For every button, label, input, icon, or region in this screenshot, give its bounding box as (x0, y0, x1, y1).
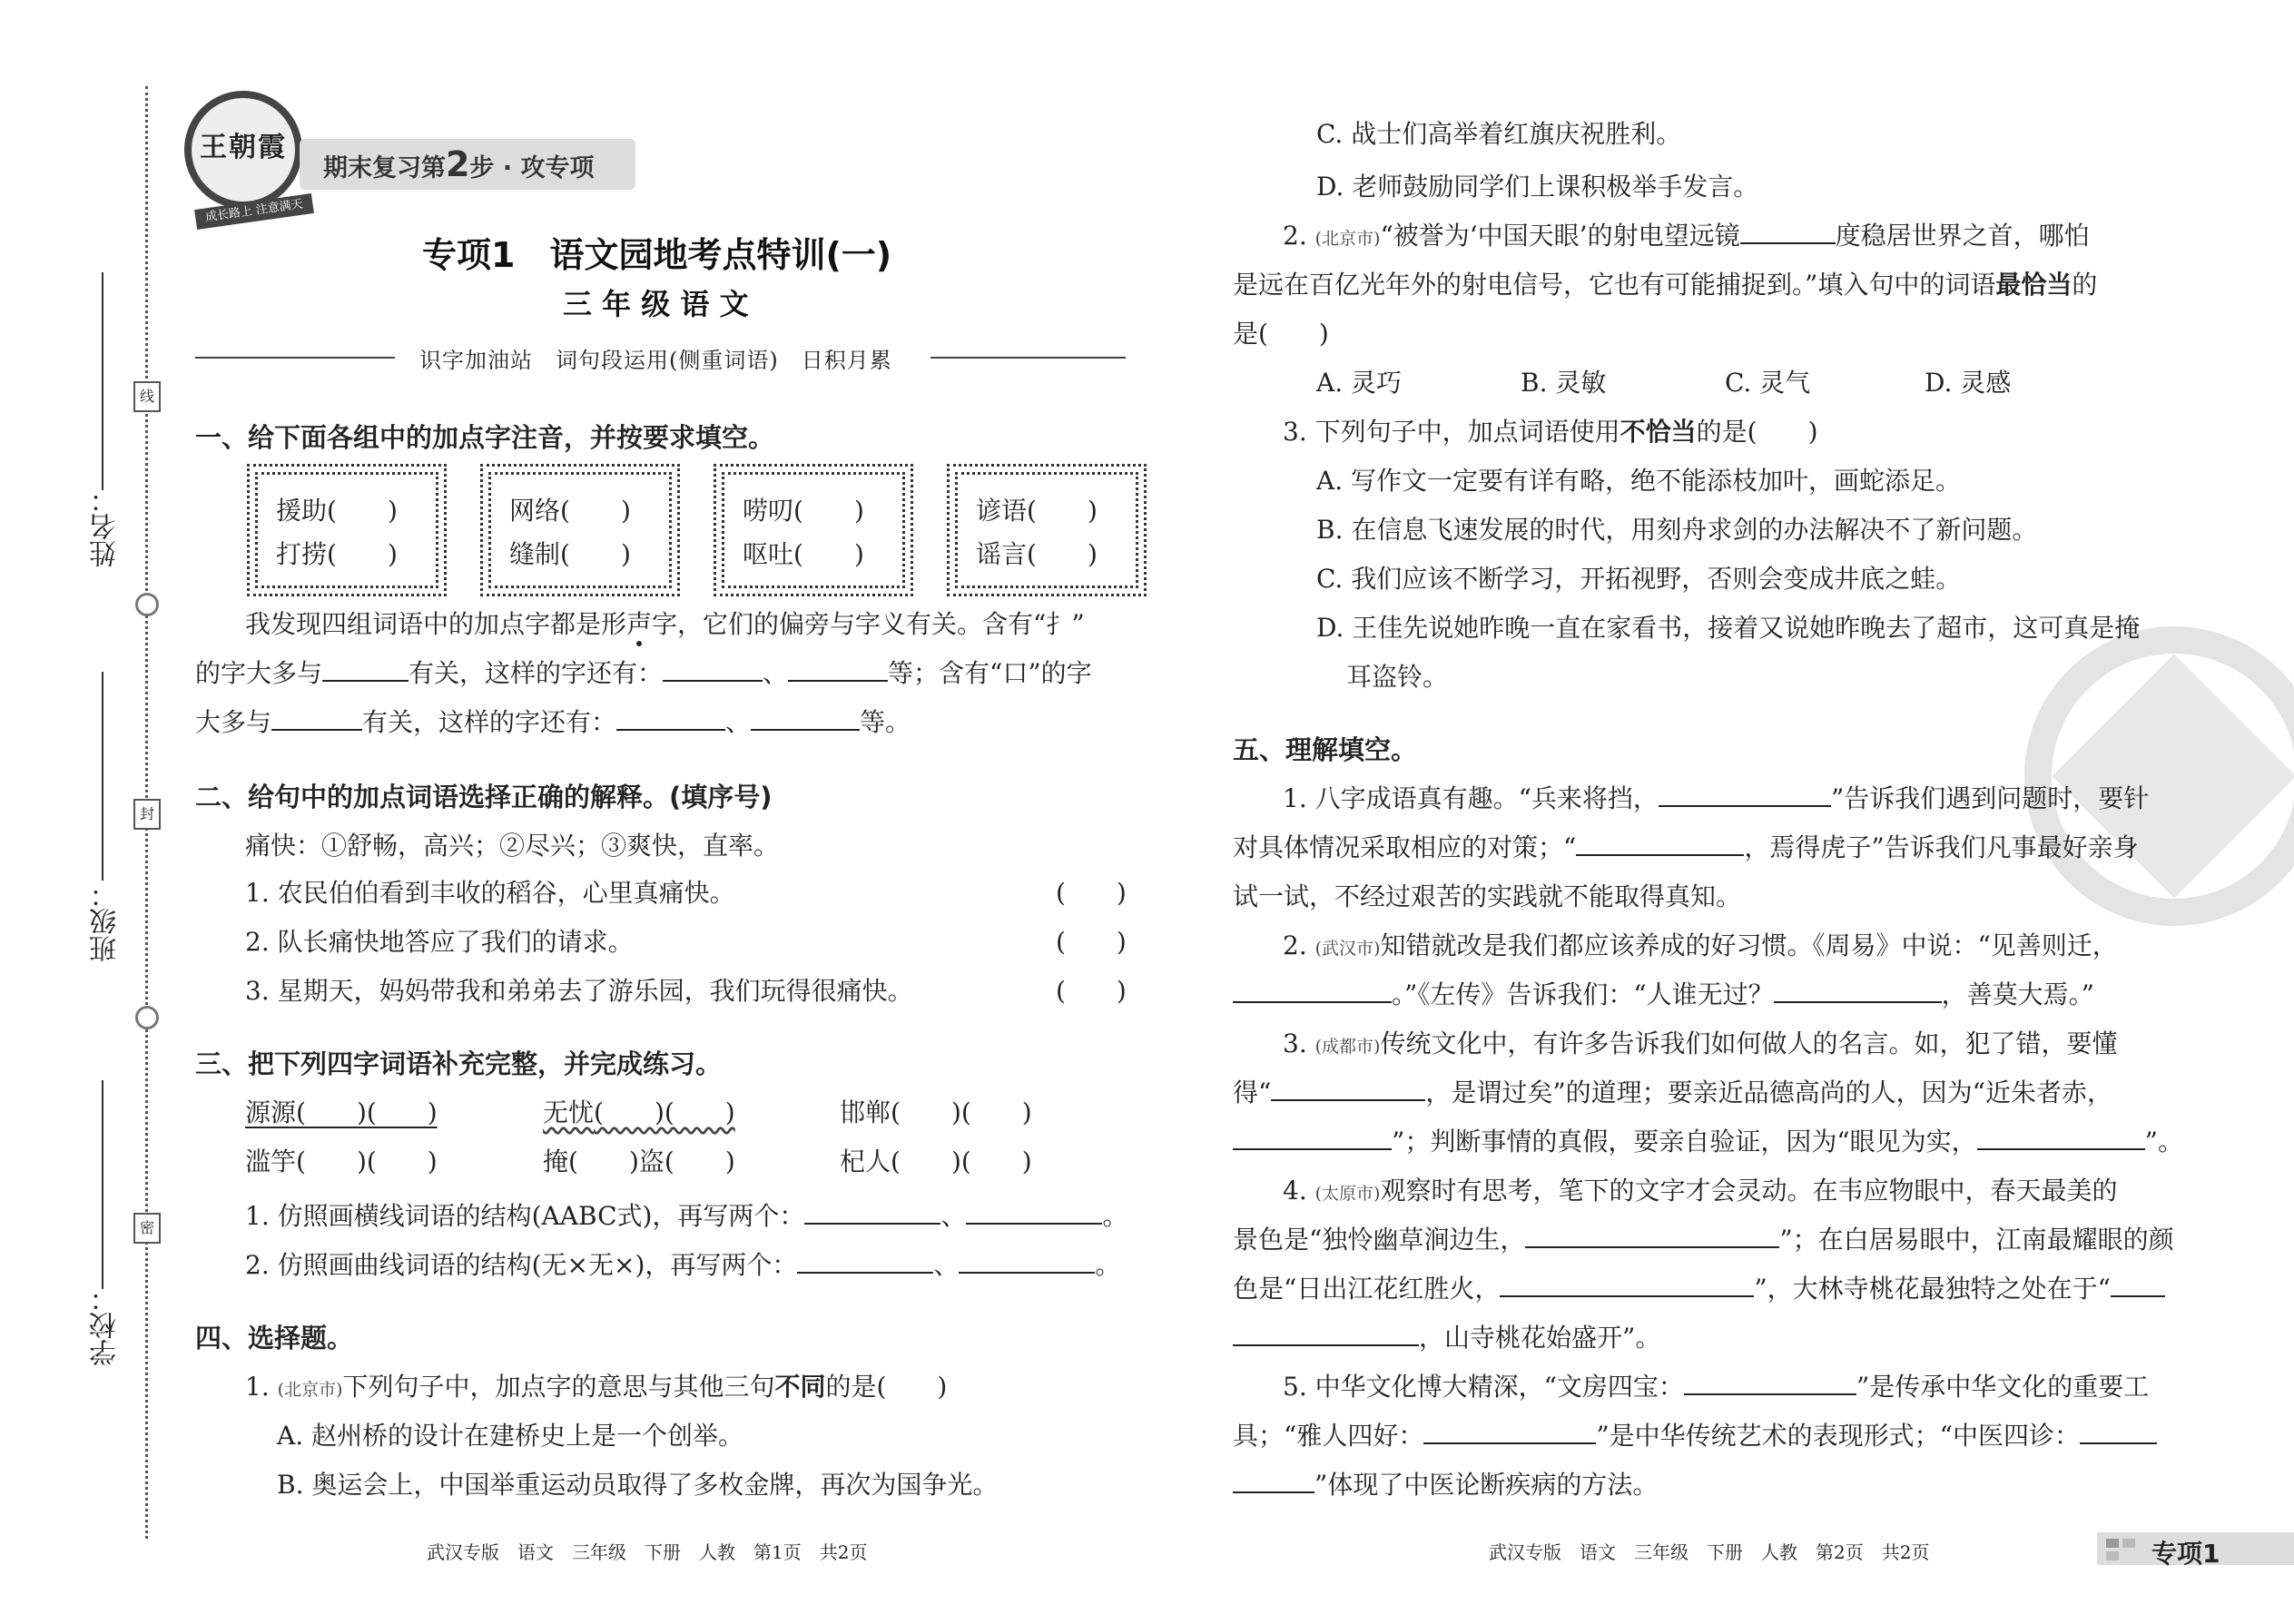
tab-decoration (2106, 1539, 2119, 1548)
section-4-heading: 四、选择题。 (195, 1323, 354, 1353)
tab-decoration (2106, 1551, 2119, 1560)
brand-logo: 王朝霞 (184, 91, 302, 209)
s5-line-12: ，山寺桃花始盛开”。 (1233, 1318, 1660, 1354)
answer-blank[interactable] (1977, 1125, 2145, 1150)
idiom-5: 掩( )盗( ) (543, 1147, 735, 1176)
region-tag: (北京市) (1314, 229, 1381, 249)
region-tag: (成都市) (1314, 1037, 1381, 1057)
school-line (102, 1080, 103, 1289)
region-tag: (武汉市) (1314, 939, 1381, 959)
answer-blank[interactable] (1271, 1076, 1425, 1101)
s5-line-13: 5. 中华文化博大精深，“文房四宝： ”是传承中华文化的重要工 (1283, 1372, 2150, 1402)
s5-line-10: 景色是“独怜幽草涧边生， ”；在白居易眼中，江南最耀眼的颜 (1233, 1225, 2174, 1255)
banner-step-number: 2 (446, 144, 470, 184)
answer-blank[interactable] (271, 705, 362, 731)
answer-blank[interactable] (1233, 978, 1392, 1003)
binding-hole-icon (135, 593, 159, 616)
answer-blank[interactable] (1233, 1125, 1392, 1150)
answer-blank[interactable] (1774, 978, 1942, 1003)
idiom-3: 邯郸( )( ) (840, 1097, 1032, 1127)
section-1-heading: 一、给下面各组中的加点字注音，并按要求填空。 (195, 422, 775, 453)
answer-paren[interactable]: ( ) (1056, 976, 1127, 1006)
s5-line-3: 试一试，不经过艰苦的实践就不能取得真知。 (1233, 881, 1742, 911)
page-subtitle: 三 年 级 语 文 (563, 287, 749, 321)
s4-question-1: 1. (北京市)下列句子中，加点字的意思与其他三句不同的是( ) (245, 1372, 948, 1402)
answer-blank[interactable] (1423, 1419, 1596, 1444)
page-footer: 武汉专版 语文 三年级 下册 人教 第2页 共2页 (1489, 1541, 1930, 1563)
answer-blank[interactable] (1233, 1321, 1419, 1346)
s4-q2-option-c: C. 灵气 (1725, 368, 1811, 398)
s3-question-1: 1. 仿照画横线词语的结构(AABC式)，再写两个： 、 。 (245, 1201, 1128, 1231)
section-5-heading: 五、理解填空。 (1233, 734, 1418, 765)
s4-q2-line-3: 是( ) (1233, 319, 1329, 349)
s5-line-9: 4. (太原市)观察时有思考，笔下的文字才会灵动。在韦应物眼中，春天最美的 (1283, 1176, 2118, 1206)
definition-line: 痛快：①舒畅，高兴；②尽兴；③爽快，直率。 (245, 831, 780, 861)
word-item: 谣言( ) (976, 539, 1098, 569)
s5-line-1: 1. 八字成语真有趣。“兵来将挡， ”告诉我们遇到问题时，要针 (1283, 783, 2150, 813)
answer-blank[interactable] (788, 656, 888, 682)
s3-question-2: 2. 仿照画曲线词语的结构(无×无×)，再写两个： 、 。 (245, 1250, 1121, 1280)
s4-q1-option-d: D. 老师鼓励同学们上课积极举手发言。 (1316, 172, 1759, 202)
answer-paren[interactable]: ( ) (1056, 927, 1127, 957)
banner-prefix: 期末复习第 (323, 154, 446, 182)
s4-q1-option-c: C. 战士们高举着红旗庆祝胜利。 (1316, 119, 1682, 149)
word-item: 打捞( ) (276, 539, 398, 569)
answer-blank[interactable] (2111, 1272, 2165, 1297)
section-tab-label: 专项1 (2151, 1539, 2220, 1569)
idiom-1: 源源( )( ) (245, 1097, 438, 1127)
answer-blank[interactable] (322, 656, 409, 682)
region-tag: (太原市) (1314, 1184, 1381, 1204)
page-footer: 武汉专版 语文 三年级 下册 人教 第1页 共2页 (427, 1541, 868, 1563)
s4-q2-line-1: 2. (北京市)“被誉为‘中国天眼’的射电望远镜 度稳居世界之首，哪怕 (1283, 221, 2090, 251)
word-item: 援助( ) (276, 496, 398, 526)
s5-line-4: 2. (武汉市)知错就改是我们都应该养成的好习惯。《周易》中说：“见善则迁， (1283, 930, 2118, 960)
s5-line-8: ”；判断事情的真假，要亲自验证，因为“眼见为实， ”。 (1233, 1122, 2183, 1158)
word-item: 唠叨( ) (743, 496, 864, 526)
answer-paren[interactable]: ( ) (1056, 878, 1127, 908)
school-label: 学校： (90, 1284, 122, 1366)
section-3-heading: 三、把下列四字词语补充完整，并完成练习。 (195, 1048, 723, 1079)
s2-item-1: 1. 农民伯伯看到丰收的稻谷，心里真痛快。 (245, 878, 735, 908)
idiom-4: 滥竽( )( ) (245, 1147, 438, 1176)
s4-q1-option-a: A. 赵州桥的设计在建桥史上是一个创举。 (277, 1421, 744, 1451)
binding-mark-xian: 线 (133, 381, 161, 412)
answer-blank[interactable] (966, 1199, 1102, 1225)
page-title: 专项1 语文园地考点特训(一) (422, 235, 892, 275)
s4-question-3: 3. 下列句子中，加点词语使用不恰当的是( ) (1283, 417, 1818, 447)
word-box-4 (955, 472, 1138, 588)
answer-blank[interactable] (663, 656, 763, 682)
answer-blank[interactable] (1684, 1370, 1856, 1395)
class-line (102, 672, 103, 881)
s2-item-2: 2. 队长痛快地答应了我们的请求。 (245, 927, 634, 957)
answer-blank[interactable] (804, 1199, 940, 1225)
binding-mark-mi: 密 (133, 1213, 161, 1244)
divider (195, 357, 395, 359)
answer-blank[interactable] (1659, 782, 1831, 807)
answer-blank[interactable] (1500, 1272, 1754, 1297)
s5-line-6: 3. (成都市)传统文化中，有许多告诉我们如何做人的名言。如，犯了错，要懂 (1283, 1029, 2118, 1058)
s5-line-7: 得“ ，是谓过矣”的道理；要亲近品德高尚的人，因为“近朱者赤， (1233, 1078, 2112, 1107)
word-box-1 (255, 472, 438, 588)
binding-mark-feng: 封 (133, 799, 161, 830)
s5-line-2: 对具体情况采取相应的对策；“ ，焉得虎子”告诉我们凡事最好亲身 (1233, 832, 2139, 862)
name-line (102, 272, 103, 490)
idiom-6: 杞人( )( ) (840, 1147, 1032, 1176)
topics-line: 识字加油站 词句段运用(侧重词语) 日积月累 (419, 348, 892, 373)
s1-paragraph-line-3: 大多与 有关，这样的字还有： 、 等。 (195, 707, 911, 737)
answer-blank[interactable] (1525, 1223, 1779, 1248)
s1-paragraph-line-2: 的字大多与 有关，这样的字还有： 、 等；含有“口”的字 (195, 658, 1092, 688)
tab-decoration (2122, 1539, 2135, 1548)
word-item: 谚语( ) (976, 496, 1098, 526)
s2-item-3: 3. 星期天，妈妈带我和弟弟去了游乐园，我们玩得很痛快。 (245, 976, 913, 1006)
s5-line-14: 具；“雅人四好： ”是中华传统艺术的表现形式；“中医四诊： (1233, 1416, 2157, 1452)
s4-q3-option-d-cont: 耳盗铃。 (1346, 662, 1449, 692)
s4-q3-option-c: C. 我们应该不断学习，开拓视野，否则会变成井底之蛙。 (1316, 564, 1962, 594)
banner-suffix: 步 · 攻专项 (469, 154, 595, 182)
answer-blank[interactable] (1740, 219, 1836, 244)
s5-line-11: 色是“日出江花红胜火， ”，大林寺桃花最独特之处在于“ (1233, 1269, 2165, 1305)
step-banner (300, 139, 635, 190)
divider (930, 357, 1126, 359)
word-box-3 (722, 472, 905, 588)
s4-q2-line-2: 是远在百亿光年外的射电信号，它也有可能捕捉到。”填入句中的词语最恰当的 (1233, 270, 2098, 300)
word-item: 呕吐( ) (743, 539, 864, 569)
s4-q1-option-b: B. 奥运会上，中国举重运动员取得了多枚金牌，再次为国争光。 (277, 1470, 999, 1500)
answer-blank[interactable] (959, 1248, 1095, 1274)
word-item: 缝制( ) (509, 539, 631, 569)
s5-line-5: 。”《左传》告诉我们：“人谁无过？ ，善莫大焉。” (1233, 975, 2094, 1011)
s4-q3-option-a: A. 写作文一定要有详有略，绝不能添枝加叶，画蛇添足。 (1316, 466, 1962, 496)
answer-blank[interactable] (2080, 1419, 2157, 1444)
word-box-2 (488, 472, 672, 588)
answer-blank[interactable] (1576, 831, 1744, 856)
s1-paragraph-line-1: 我发现四组词语中的加点字都是形声字，它们的偏旁与字义有关。含有“扌” (245, 609, 1085, 639)
s5-line-15: ”体现了中医论断疾病的方法。 (1233, 1465, 1658, 1501)
class-label: 班级： (90, 881, 122, 962)
emphasis-dots: 形声字 (601, 609, 678, 639)
section-2-heading: 二、给句中的加点词语选择正确的解释。(填序号) (195, 782, 773, 812)
binding-hole-icon (135, 1006, 159, 1029)
s4-q3-option-d: D. 王佳先说她昨晚一直在家看书，接着又说她昨晚去了超市，这可真是掩 (1316, 613, 2141, 643)
s4-q3-option-b: B. 在信息飞速发展的时代，用刻舟求剑的办法解决不了新问题。 (1316, 515, 2038, 545)
word-item: 网络( ) (509, 496, 631, 526)
s4-q2-option-a: A. 灵巧 (1316, 368, 1403, 398)
s4-q2-option-b: B. 灵敏 (1521, 368, 1607, 398)
s4-q2-option-d: D. 灵感 (1925, 368, 2012, 398)
answer-blank[interactable] (751, 705, 860, 731)
idiom-2: 无忧( )( ) (543, 1097, 735, 1127)
answer-blank[interactable] (797, 1248, 933, 1274)
name-label: 姓名： (90, 486, 122, 567)
answer-blank[interactable] (616, 705, 725, 731)
brand-ribbon: 成长路上 注意满天 (194, 193, 314, 230)
answer-blank[interactable] (1233, 1468, 1314, 1493)
region-tag: (北京市) (277, 1380, 343, 1400)
